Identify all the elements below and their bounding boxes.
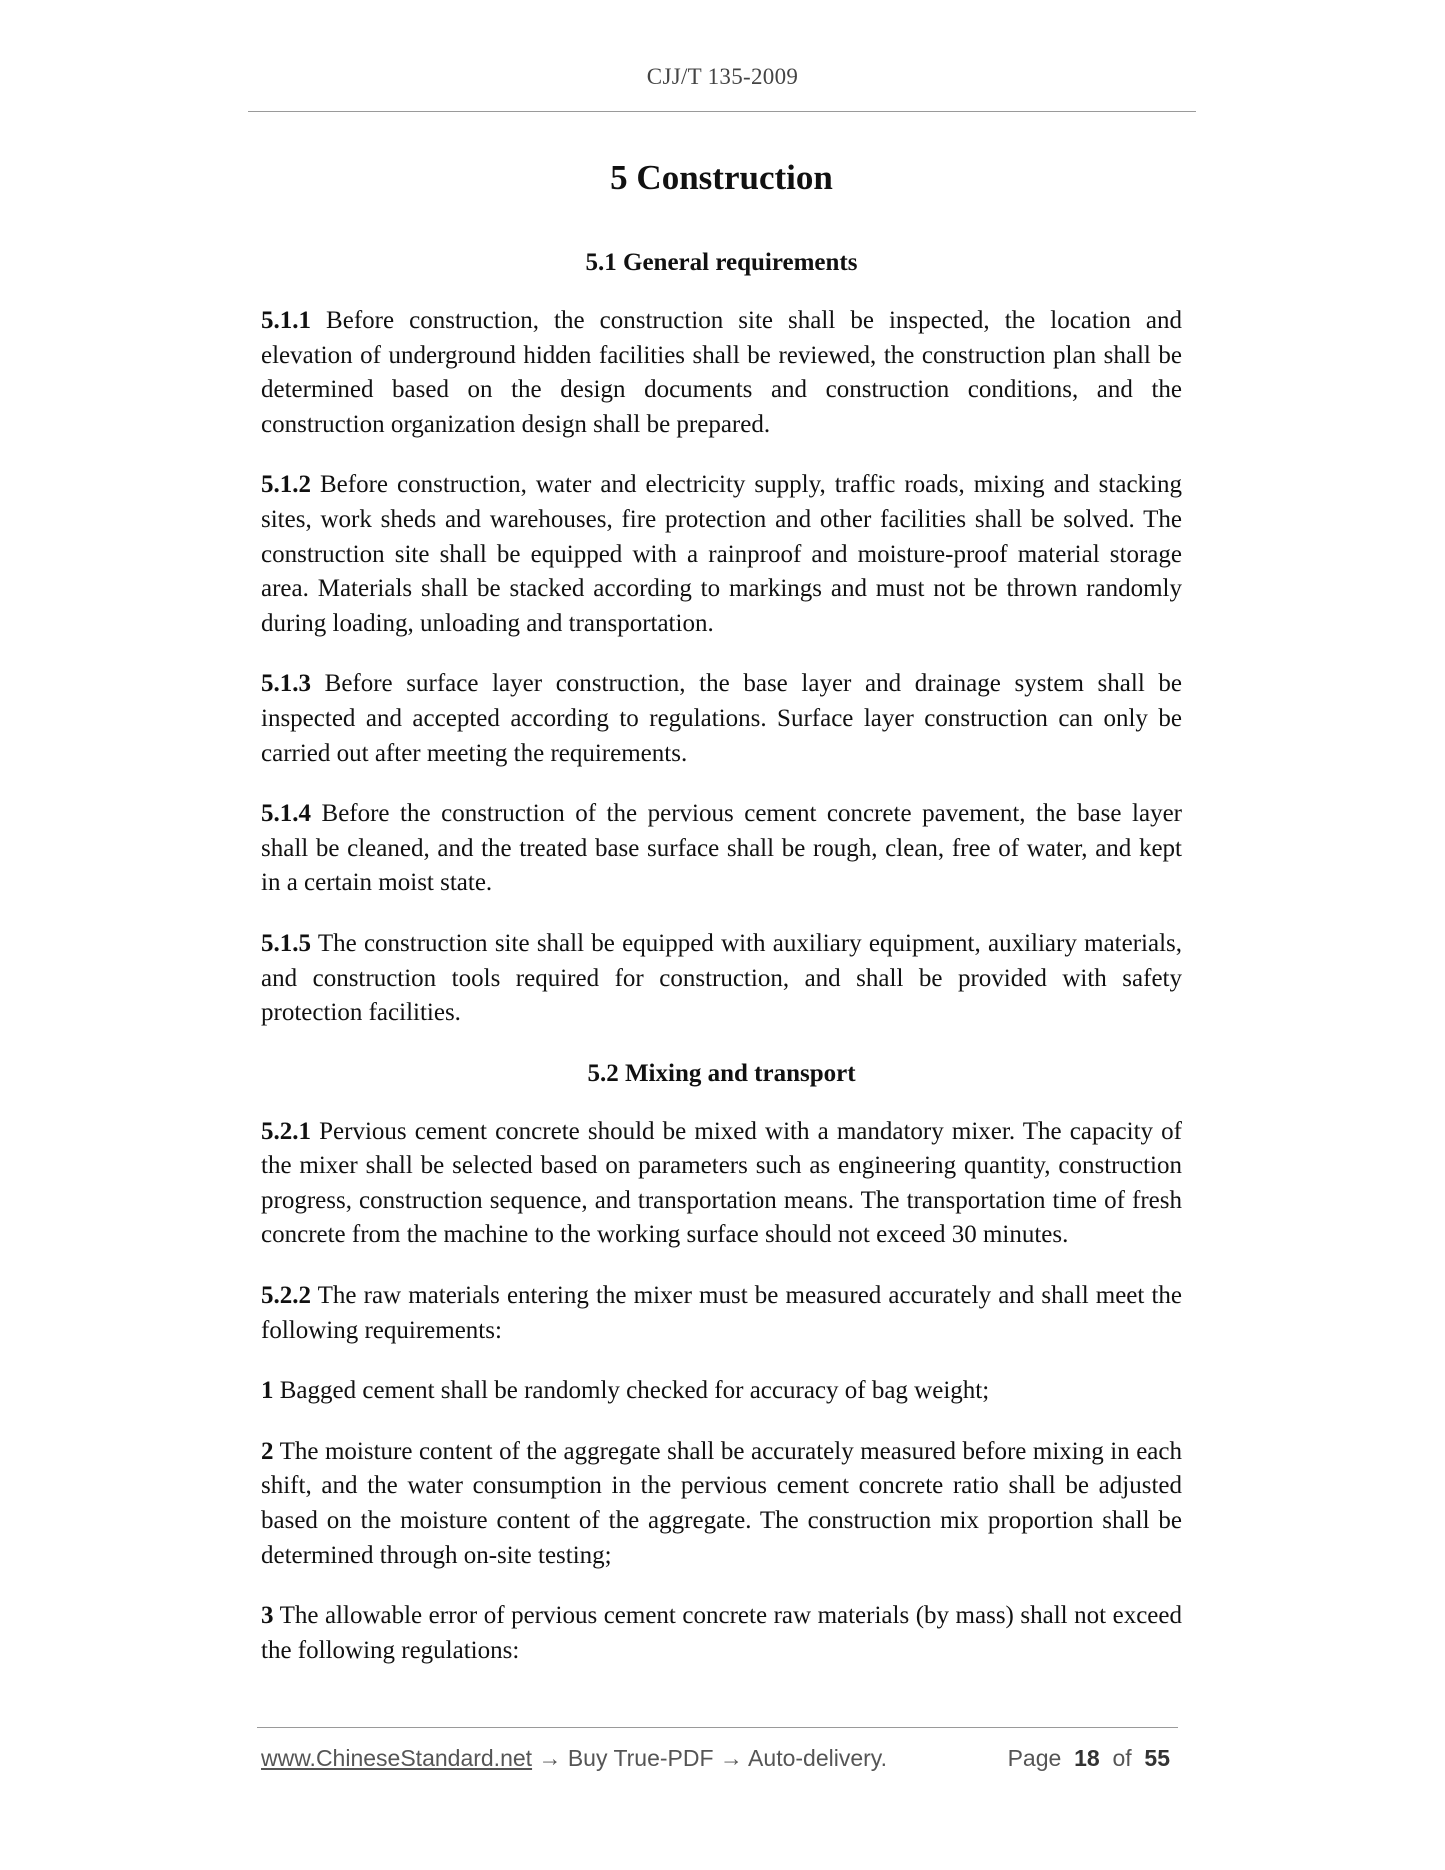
clause-text: Before construction, the construction site shall be inspected, the location and elevation of underground hidden facilities shall be reviewed, the construction plan shall be determined based on the design documents and construction conditions, and the construction organization design shall be prepared. <box>261 307 1182 438</box>
list-item-number: 1 <box>261 1377 274 1405</box>
list-item-number: 3 <box>261 1602 274 1630</box>
clause-number: 5.2.2 <box>261 1282 311 1310</box>
site-link[interactable]: www.ChineseStandard.net <box>261 1745 533 1771</box>
section-title-general-requirements: 5.1 General requirements <box>585 249 858 276</box>
page-header-standard-code: CJJ/T 135-2009 <box>646 64 799 89</box>
clause-5-1-1 <box>261 304 1182 442</box>
clause-5-1-5 <box>261 927 1182 1031</box>
page-label: Page <box>1007 1745 1062 1771</box>
page-total: 55 <box>1144 1745 1170 1771</box>
clause-text: The raw materials entering the mixer must be measured accurately and shall meet the following requirements: <box>261 1282 1182 1344</box>
section-title-mixing-and-transport: 5.2 Mixing and transport <box>587 1059 856 1087</box>
of-label: of <box>1112 1745 1132 1771</box>
list-item-text: The moisture content of the aggregate shall be accurately measured before mixing in each shift, and the water consumption in the pervious cement concrete ratio shall be adjusted based on the moisture content of the aggregate. The construction mix proportion shall be determined through on-site testing; <box>261 1437 1182 1569</box>
chapter-title: 5 Construction <box>610 158 833 197</box>
clause-5-2-1 <box>261 1115 1182 1253</box>
clause-5-1-4 <box>261 797 1182 901</box>
header-divider <box>248 111 1196 112</box>
clause-number: 5.1.5 <box>261 929 311 957</box>
page-current: 18 <box>1074 1745 1100 1771</box>
footer-divider <box>257 1727 1178 1728</box>
list-item-number: 2 <box>261 1437 274 1465</box>
clause-5-2-2 <box>261 1279 1182 1348</box>
clause-text: The construction site shall be equipped with auxiliary equipment, auxiliary materials, and construction tools required for construction, and shall be provided with safety protection facilities. <box>261 929 1182 1027</box>
clause-text: Before surface layer construction, the base layer and drainage system shall be inspected and accepted according to regulations. Surface layer construction can only be carried out after meeting the requirements. <box>261 670 1182 767</box>
clause-number: 5.1.3 <box>261 670 311 698</box>
clause-number: 5.2.1 <box>261 1117 311 1145</box>
page-content <box>261 150 1182 1694</box>
list-item-text: The allowable error of pervious cement concrete raw materials (by mass) shall not exceed the following regulations: <box>261 1602 1182 1664</box>
clause-number: 5.1.1 <box>261 307 311 334</box>
list-item-1 <box>261 1374 1182 1409</box>
clause-5-1-3 <box>261 667 1182 771</box>
list-item-2 <box>261 1435 1182 1573</box>
page-footer <box>261 1745 1182 1772</box>
clause-text: Before construction, water and electricity supply, traffic roads, mixing and stacking sites, work sheds and warehouses, fire protection and other facilities shall be solved. The construction site shall be equipped with a rainproof and moisture-proof material storage area. Materials shall be stacked according to markings and must not be thrown randomly during loading, unloading and transportation. <box>261 471 1182 637</box>
clause-number: 5.1.2 <box>261 471 311 499</box>
footer-tagline: → Buy True-PDF → Auto-delivery. <box>532 1745 887 1771</box>
list-item-3 <box>261 1599 1182 1668</box>
page-indicator <box>1008 1745 1170 1772</box>
clause-text: Pervious cement concrete should be mixed with a mandatory mixer. The capacity of the mixer shall be selected based on parameters such as engineering quantity, construction progress, construction sequence, and transportation means. The transportation time of fresh concrete from the machine to the working surface should not exceed 30 minutes. <box>261 1117 1182 1249</box>
clause-5-1-2 <box>261 468 1182 641</box>
clause-text: Before the construction of the pervious cement concrete pavement, the base layer shall be cleaned, and the treated base surface shall be rough, clean, free of water, and kept in a certain moist state. <box>261 800 1182 897</box>
list-item-text: Bagged cement shall be randomly checked for accuracy of bag weight; <box>273 1377 990 1405</box>
clause-number: 5.1.4 <box>261 800 311 828</box>
